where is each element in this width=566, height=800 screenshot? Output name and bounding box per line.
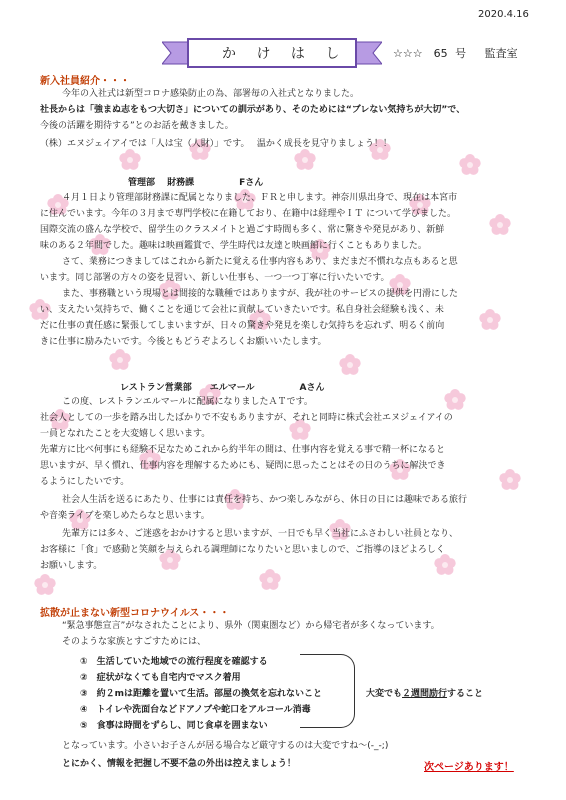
profile-f-line-1: ４月１日より管理部財務課に配属となりました、ＦＲと申します。神奈川県出身で、現在は本宮市	[62, 193, 458, 203]
profile-a-line-9: 先輩方には多々、ご迷惑をおかけすると思いますが、一日でも早く当社にふさわしい社員となり、	[62, 529, 459, 539]
issue-info: ☆☆☆ 65 号 監査室	[393, 47, 518, 60]
section-heading-coronavirus: 拡散が止まない新型コロナウイルス・・・	[40, 608, 230, 619]
profile-f-line-2: に住んでいます。今年の３月まで専門学校に在籍しており、在籍中は経理やＩＴ について学びました。	[40, 209, 456, 219]
profile-a-line-4: 先輩方に比べ何事にも経験不足なためこれから約半年の間は、仕事内容を覚える事で精一杯になると	[40, 445, 446, 455]
closing-line-2: とにかく、情報を把握し不要不急の外出は控えましょう！	[62, 759, 296, 769]
profile-a-line-5: 思いますが、早く慣れ、仕事内容を理解するためにも、疑問に思ったことはその日のうちに解決でき	[40, 461, 446, 471]
profile-a-line-3: 一員となれたことを大変嬉しく思います。	[40, 429, 211, 439]
profile-f-line-4: 味のある２年間でした。趣味は映画鑑賞で、学生時代は友達と映画館に行くこともありました。	[40, 241, 427, 251]
profile-header-f: 管理部 財務課 Fさん	[128, 178, 264, 188]
profile-f-line-8: い、支えたい気持ちで、働くことを通じて会社に貢献していきたいです。私自身社会経験も浅く、未	[40, 305, 444, 315]
two-week-note-highlight: ２週間励行	[402, 689, 448, 699]
profile-a-line-2: 社会人としての一歩を踏み出したばかりで不安もありますが、それと同時に株式会社エヌジェイアイの	[40, 413, 453, 423]
profile-f-line-10: きに仕事に励みたいです。今後ともどうぞよろしくお願いいたします。	[40, 337, 327, 347]
emergency-line: “緊急事態宣言”がなされたことにより、県外（関東圏など）から帰宅者が多くなっています。	[62, 621, 440, 631]
guideline-item-4: ④ トイレや洗面台などドアノブや蛇口をアルコール消毒	[80, 705, 311, 715]
profile-f-line-7: また、事務職という現場とは間接的な職種ではありますが、我が社のサービスの提供を円滑にした	[62, 289, 459, 299]
section-heading-new-employees: 新入社員紹介・・・	[40, 76, 130, 87]
guideline-bracket	[300, 654, 355, 728]
family-line: そのような家族とすごすためには、	[62, 637, 207, 647]
profile-header-a: レストラン営業部 エルマール Aさん	[120, 383, 325, 393]
profile-a-line-8: や音楽ライブを楽しめたらなと思います。	[40, 511, 210, 521]
intro-line-1: 今年の入社式は新型コロナ感染防止の為、部署毎の入社式となりました。	[62, 89, 360, 99]
intro-line-4: （株）エヌジェイアイでは「人は宝（人財）」です。 温かく成長を見守りましょう！！	[40, 139, 392, 149]
two-week-note-prefix: 大変でも	[366, 689, 403, 699]
profile-a-line-6: るようにしたいです。	[40, 477, 130, 487]
guideline-item-5: ⑤ 食事は時間をずらし、同じ食卓を囲まない	[80, 721, 268, 731]
profile-f-line-9: だに仕事の責任感に緊張してしまいますが、日々の驚きや発見を楽しむ気持ちを忘れず、明るく前向	[40, 321, 445, 331]
guideline-item-2: ② 症状がなくても自宅内でマスク着用	[80, 673, 241, 683]
next-page-notice: 次ページあります！	[424, 762, 514, 773]
intro-line-3: 今後の活躍を期待する”とのお話を戴きました。	[40, 121, 234, 131]
profile-a-line-1: この度、レストランエルマールに配属になりましたＡＴです。	[62, 397, 313, 407]
profile-a-line-10: お客様に「食」で感動と笑顔を与えられる調理師になりたいと思いましので、ご指導のほどよろしく	[40, 545, 445, 555]
guideline-item-3: ③ 約２mは距離を置いて生活。部屋の換気を忘れないこと	[80, 689, 322, 699]
profile-f-line-3: 国際交流の盛んな学校で、留学生のクラスメイトと過ごす時間も多く、常に驚きや発見があり、新鮮	[40, 225, 445, 235]
intro-line-2: 社長からは「強まぬ志をもつ大切さ」についての訓示があり、そのためには“ブレない気持ちが大切”で、	[40, 105, 466, 115]
profile-f-line-5: さて、業務につきましてはこれから新たに覚える仕事内容もあり、まだまだ不慣れな点もあると思	[62, 257, 458, 267]
two-week-note-suffix: すること	[447, 689, 484, 699]
newsletter-title: か け は し	[222, 46, 348, 62]
guideline-item-1: ① 生活していた地域での流行程度を確認する	[80, 657, 268, 667]
profile-a-line-11: お願いします。	[40, 561, 103, 571]
profile-a-line-7: 社会人生活を送るにあたり、仕事には責任を持ち、かつ楽しみながら、休日の日には趣味である旅行	[62, 495, 468, 505]
issue-date: 2020.4.16	[478, 9, 529, 20]
closing-line-1: となっています。小さいお子さんが居る場合など厳守するのは大変ですね～(-_-;)	[62, 741, 389, 751]
profile-f-line-6: います。同じ部署の方々の姿を見習い、新しい仕事も、一つ一つ丁寧に行いたいです。	[40, 273, 390, 283]
two-week-note	[366, 686, 483, 699]
